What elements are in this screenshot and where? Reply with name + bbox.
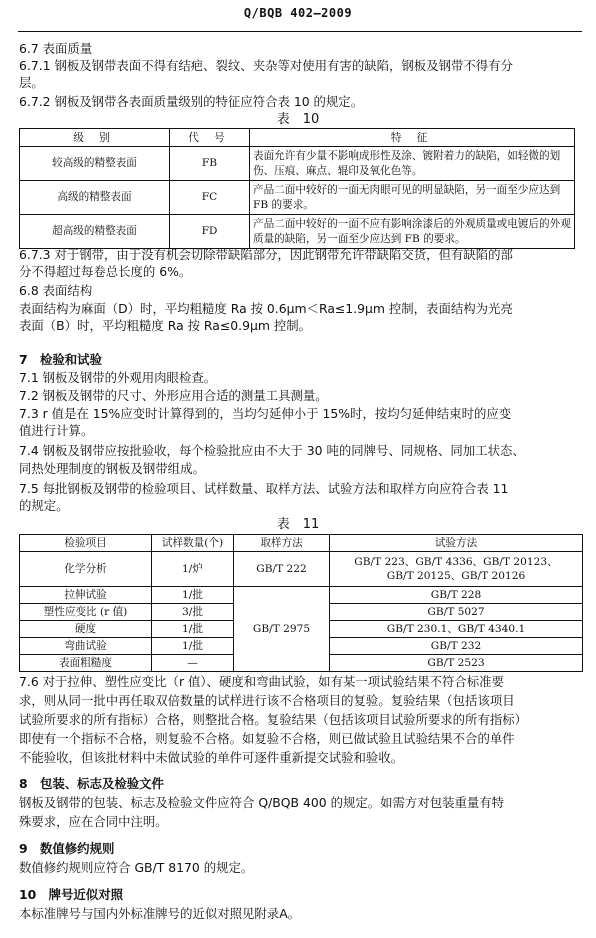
column-header: 特 征 [250, 129, 575, 147]
table-row [20, 215, 575, 249]
item-cell: 化学分析 [20, 552, 152, 587]
para-8-line2: 殊要求，应在合同中注明。 [19, 814, 168, 829]
section-6-7-title: 6.7 表面质量 [19, 41, 93, 56]
method-cell: GB/T 230.1、GB/T 4340.1 [330, 621, 583, 638]
section-10-title: 10 牌号近似对照 [19, 887, 123, 902]
column-header: 试样数量(个) [152, 535, 234, 552]
para-7-2: 7.2 钢板及钢带的尺寸、外形应用合适的测量工具测量。 [19, 388, 328, 403]
method-cell: GB/T 2523 [330, 655, 583, 672]
column-header: 检验项目 [20, 535, 152, 552]
table-10 [19, 128, 575, 249]
item-cell: 硬度 [20, 621, 152, 638]
para-6-8-line2: 表面（B）时，平均粗糙度 Ra 按 Ra≤0.9μm 控制。 [19, 318, 312, 333]
para-7-3-line1: 7.3 r 值是在 15%应变时计算得到的，当均匀延伸小于 15%时，按均匀延伸结束时的应变 [19, 406, 512, 421]
level-cell: 高级的精整表面 [20, 181, 170, 215]
shared-sampling-cell: GB/T 2975 [234, 587, 330, 672]
section-6-8-title: 6.8 表面结构 [19, 283, 93, 298]
para-10-line1: 本标准牌号与国内外标准牌号的近似对照见附录A。 [19, 906, 301, 921]
sampling-cell: GB/T 222 [234, 552, 330, 587]
section-8-title: 8 包装、标志及检验文件 [19, 776, 164, 791]
header-rule [18, 31, 582, 32]
para-8-line1: 钢板及钢带的包装、标志及检验文件应符合 Q/BQB 400 的规定。如需方对包装重量有特 [19, 795, 505, 810]
column-header: 试验方法 [330, 535, 583, 552]
level-cell: 较高级的精整表面 [20, 147, 170, 181]
table-11 [19, 534, 583, 672]
method-cell [330, 552, 583, 587]
item-cell: 弯曲试验 [20, 638, 152, 655]
code-cell: FD [170, 215, 250, 249]
para-7-4-line2: 同热处理制度的钢板及钢带组成。 [19, 461, 205, 476]
para-7-6-line2: 求，则从同一批中再任取双倍数量的试样进行该不合格项目的复验。复验结果（包括该项目 [19, 693, 515, 708]
table-10-caption: 表 10 [276, 112, 320, 127]
table-11-caption: 表 11 [276, 517, 320, 532]
para-6-7-3-line1: 6.7.3 对于钢带，由于没有机会切除带缺陷部分，因此钢带允许带缺陷交货，但有缺陷的部 [19, 247, 513, 262]
section-9-title: 9 数值修约规则 [19, 841, 115, 856]
para-7-6-line5: 不能验收，但该批材料中未做试验的单件可逐件重新提交试验和验收。 [19, 750, 404, 765]
column-header: 取样方法 [234, 535, 330, 552]
code-cell: FC [170, 181, 250, 215]
method-cell: GB/T 228 [330, 587, 583, 604]
method-line: GB/T 223、GB/T 4336、GB/T 20123、 [354, 556, 558, 568]
table-row [20, 147, 575, 181]
feature-cell: 表面允许有少量不影响成形性及涂、镀附着力的缺陷，如轻微的划伤、压痕、麻点、辊印及氧化色等。 [250, 147, 575, 181]
para-6-7-3-line2: 分不得超过每卷总长度的 6%。 [19, 264, 192, 279]
item-cell: 表面粗糙度 [20, 655, 152, 672]
feature-cell: 产品二面中较好的一面不应有影响涂漆后的外观质量或电镀后的外观质量的缺陷，另一面至少应达到 FB 的要求。 [250, 215, 575, 249]
count-cell: — [152, 655, 234, 672]
para-7-5-line1: 7.5 每批钢板及钢带的检验项目、试样数量、取样方法、试验方法和取样方向应符合表 11 [19, 481, 509, 496]
table-row [20, 552, 583, 587]
section-7-title: 7 检验和试验 [19, 352, 102, 367]
column-header: 代 号 [170, 129, 250, 147]
para-7-6-line1: 7.6 对于拉伸、塑性应变比（r 值）、硬度和弯曲试验，如有某一项试验结果不符合标准要 [19, 674, 504, 689]
para-9-line1: 数值修约规则应符合 GB/T 8170 的规定。 [19, 860, 254, 875]
para-6-7-2: 6.7.2 钢板及钢带各表面质量级别的特征应符合表 10 的规定。 [19, 94, 364, 109]
item-cell: 塑性应变比 (r 值) [20, 604, 152, 621]
para-6-7-1-line2: 层。 [19, 75, 44, 90]
para-7-6-line3: 试验所要求的所有指标）合格，则整批合格。复验结果（包括该项目试验所要求的所有指标） [19, 712, 528, 727]
count-cell: 1/批 [152, 621, 234, 638]
para-7-1: 7.1 钢板及钢带的外观用肉眼检查。 [19, 370, 217, 385]
method-line: GB/T 20125、GB/T 20126 [386, 570, 526, 582]
count-cell: 1/批 [152, 587, 234, 604]
method-cell: GB/T 5027 [330, 604, 583, 621]
count-cell: 1/批 [152, 638, 234, 655]
column-header: 级 别 [20, 129, 170, 147]
count-cell: 1/炉 [152, 552, 234, 587]
count-cell: 3/批 [152, 604, 234, 621]
document-id-header: Q/BQB 402—2009 [243, 6, 353, 20]
table-row [20, 181, 575, 215]
para-7-4-line1: 7.4 钢板及钢带应按批验收，每个检验批应由不大于 30 吨的同牌号、同规格、同加工状态、 [19, 443, 525, 458]
para-7-6-line4: 即使有一个指标不合格，则复验不合格。如复验不合格，则已做试验且试验结果不合的单件 [19, 731, 515, 746]
para-6-8-line1: 表面结构为麻面（D）时，平均粗糙度 Ra 按 0.6μm＜Ra≤1.9μm 控制，表面结构为光亮 [19, 301, 513, 316]
code-cell: FB [170, 147, 250, 181]
feature-cell: 产品二面中较好的一面无肉眼可见的明显缺陷，另一面至少应达到 FB 的要求。 [250, 181, 575, 215]
table-header-row [20, 129, 575, 147]
table-row [20, 587, 583, 604]
para-7-5-line2: 的规定。 [19, 498, 69, 513]
para-6-7-1-line1: 6.7.1 钢板及钢带表面不得有结疤、裂纹、夹杂等对使用有害的缺陷，钢板及钢带不得有分 [19, 58, 513, 73]
table-header-row [20, 535, 583, 552]
para-7-3-line2: 值进行计算。 [19, 423, 94, 438]
item-cell: 拉伸试验 [20, 587, 152, 604]
level-cell: 超高级的精整表面 [20, 215, 170, 249]
method-cell: GB/T 232 [330, 638, 583, 655]
